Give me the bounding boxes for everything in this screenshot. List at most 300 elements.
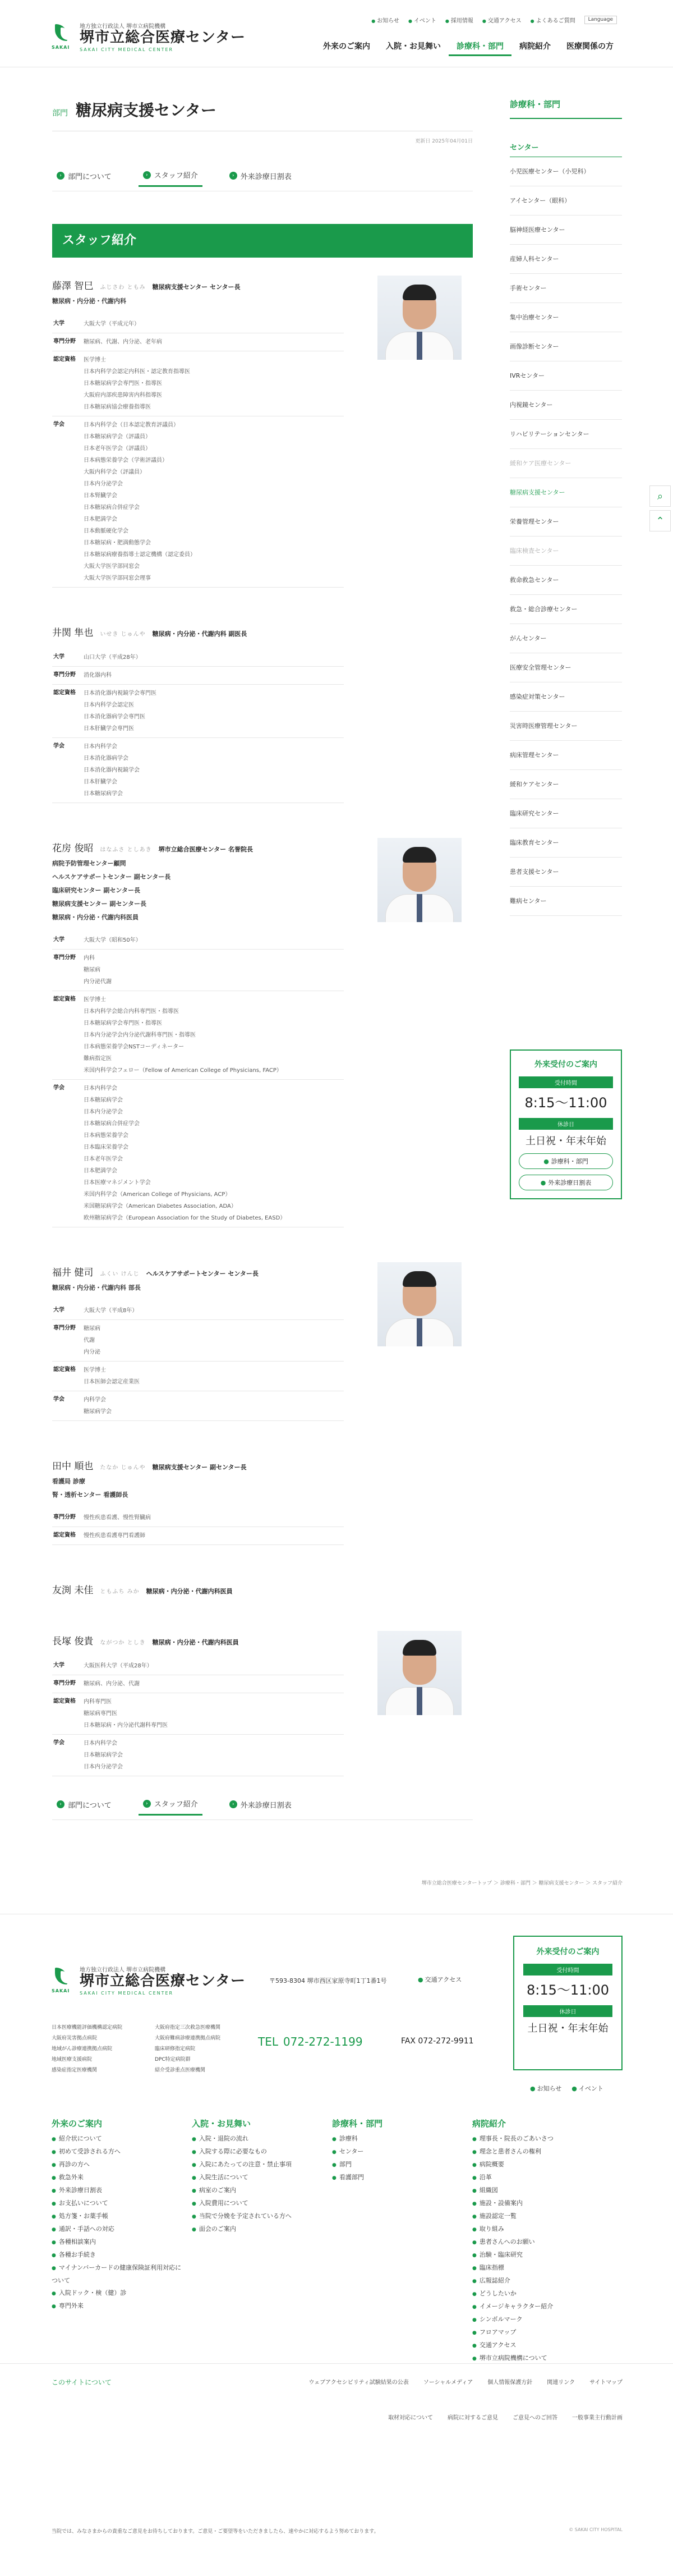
footer-cert: 地域がん診療連携拠点病院 bbox=[52, 2046, 113, 2052]
footer-link[interactable]: ● 当院で分娩を予定されている方へ bbox=[192, 2210, 326, 2223]
tab-label: 外来診療日割表 bbox=[240, 172, 292, 181]
sidebar-item[interactable]: 内視鏡センター bbox=[510, 391, 622, 420]
sidebar-item[interactable]: がんセンター bbox=[510, 624, 622, 653]
logo-name: 堺市立総合医療センター bbox=[80, 29, 246, 46]
info-value: 日本老年医学会 bbox=[84, 1156, 123, 1162]
info-value: 日本糖尿病学会 bbox=[84, 791, 123, 797]
staff-name: 田中 順也 bbox=[52, 1461, 94, 1472]
footer-link[interactable]: ● 各種相談案内 bbox=[52, 2236, 186, 2249]
footer-link[interactable]: ● 紹介状について bbox=[52, 2133, 186, 2146]
info-value: 日本老年医学会（評議員） bbox=[84, 446, 151, 452]
staff-position-sub: 腎・透析センター 看護師長 bbox=[52, 1491, 128, 1498]
info-row bbox=[52, 950, 344, 991]
arrow-right-icon: › bbox=[143, 1800, 151, 1808]
closed-badge: 休診日 bbox=[519, 1118, 613, 1130]
language-button[interactable]: Language bbox=[584, 16, 617, 24]
info-label: 認定資格 bbox=[53, 996, 76, 1002]
staff-info-table bbox=[52, 1509, 344, 1545]
sidebar-title[interactable]: 診療科・部門 bbox=[510, 98, 622, 119]
sidebar-item[interactable]: リハビリテーションセンター bbox=[510, 420, 622, 449]
staff-entry bbox=[52, 1458, 473, 1545]
nav-inpatient[interactable]: 入院・お見舞い bbox=[386, 42, 441, 51]
footer-link[interactable]: ● 診療科 bbox=[332, 2133, 467, 2146]
info-values bbox=[84, 1530, 344, 1542]
footer-link[interactable]: ● 沿革 bbox=[472, 2171, 607, 2184]
footer-logo-subtitle: 地方独立行政法人 堺市立病院機構 bbox=[80, 1967, 166, 1973]
site-logo[interactable] bbox=[52, 21, 246, 52]
footer-link[interactable]: ● フロアマップ bbox=[472, 2326, 607, 2339]
info-value: 大阪府内部疾患障害内科指導医 bbox=[84, 392, 162, 398]
staff-kana: ともふち みか bbox=[100, 1589, 140, 1595]
main-nav bbox=[315, 37, 621, 56]
info-value: 日本糖尿病学会専門医・指導医 bbox=[84, 1020, 162, 1026]
staff-position: 糖尿病・内分泌・代謝内科 副医長 bbox=[152, 630, 247, 638]
reception-time: 8:15〜11:00 bbox=[524, 1095, 607, 1111]
footer-link[interactable]: ● 組織図 bbox=[472, 2184, 607, 2197]
info-row bbox=[52, 315, 344, 333]
footer-site-about[interactable]: このサイトについて bbox=[52, 2378, 112, 2386]
info-row bbox=[52, 1362, 344, 1391]
info-value: 大阪大学医学部同窓会 bbox=[84, 563, 140, 570]
footer-bottom-link[interactable]: サイトマップ bbox=[589, 2380, 623, 2386]
tab-schedule[interactable] bbox=[225, 164, 296, 187]
sidebar-item[interactable]: 糖尿病支援センター bbox=[510, 478, 622, 507]
info-value: 大阪大学医学部同窓会理事 bbox=[84, 575, 151, 581]
util-link-access[interactable]: ● 交通アクセス bbox=[482, 16, 522, 24]
footer-bottom-link[interactable]: 病院に対するご意見 bbox=[448, 2415, 498, 2421]
sidebar-item[interactable]: 脳神経医療センター bbox=[510, 216, 622, 245]
sidebar-item[interactable]: 災害時医療管理センター bbox=[510, 712, 622, 741]
footer-link[interactable]: ● 施設・設備案内 bbox=[472, 2197, 607, 2210]
footer-column bbox=[192, 2117, 326, 2365]
tab-staff[interactable] bbox=[139, 164, 202, 187]
info-values bbox=[84, 952, 344, 988]
staff-info-table bbox=[52, 649, 344, 803]
sidebar-item[interactable]: 産婦人科センター bbox=[510, 245, 622, 274]
info-value: 糖尿病、内分泌、代謝 bbox=[84, 1681, 140, 1687]
logo-mark-icon bbox=[52, 23, 74, 50]
tab-label: 外来診療日割表 bbox=[240, 1801, 292, 1810]
footer-column bbox=[472, 2117, 607, 2365]
section-heading: スタッフ紹介 bbox=[52, 224, 473, 258]
util-link-recruit[interactable]: ● 採用情報 bbox=[445, 16, 473, 24]
info-value: 内分泌 bbox=[84, 1349, 100, 1355]
info-value: 糖尿病 bbox=[84, 967, 100, 973]
info-value: 日本内科学会認定医 bbox=[84, 702, 134, 708]
arrow-right-icon: › bbox=[229, 1800, 237, 1808]
footer-logo-name: 堺市立総合医療センター bbox=[80, 1973, 246, 1990]
info-value: 日本病態栄養学会 bbox=[84, 1133, 128, 1139]
staff-kana: ながつか としき bbox=[100, 1640, 146, 1646]
info-value: 消化器内科 bbox=[84, 672, 112, 679]
staff-photo bbox=[377, 1262, 462, 1346]
sidebar-item[interactable]: 医療安全管理センター bbox=[510, 653, 622, 682]
info-values bbox=[84, 994, 344, 1076]
info-row bbox=[52, 1675, 344, 1693]
tab-label: 部門について bbox=[68, 172, 112, 181]
info-value: 日本糖尿病合併症学会 bbox=[84, 505, 140, 511]
footer-link[interactable]: ● 初めて受診される方へ bbox=[52, 2146, 186, 2158]
logo-mark-text: SAKAI bbox=[52, 45, 70, 51]
arrow-right-icon: › bbox=[143, 171, 151, 179]
page-title bbox=[52, 98, 473, 121]
footer-link[interactable]: ● 病院概要 bbox=[472, 2158, 607, 2171]
footer-bar bbox=[0, 2363, 673, 2414]
info-value: 大阪大学（平成元年） bbox=[84, 321, 140, 327]
info-value: 内科学会 bbox=[84, 1397, 106, 1403]
footer-column-heading[interactable]: 外来のご案内 bbox=[52, 2119, 103, 2129]
footer-link[interactable]: ● マイナンバーカードの健康保険証利用対応について bbox=[52, 2262, 186, 2287]
footer-cert: 大阪府指定三次救急医療機関 bbox=[155, 2025, 221, 2030]
footer-bottom-link[interactable]: ウェブアクセシビリティ試験結果の公表 bbox=[308, 2380, 409, 2386]
info-value: 日本糖尿病学会 bbox=[84, 1752, 123, 1758]
tab-label: 部門について bbox=[68, 1801, 112, 1810]
footer-link[interactable]: ● 患者さんへのお願い bbox=[472, 2236, 607, 2249]
footer-reception-badge: 受付時間 bbox=[523, 1964, 612, 1975]
info-value: 日本糖尿病療養指導士認定機構（認定委員） bbox=[84, 552, 196, 558]
info-row bbox=[52, 1302, 344, 1320]
footer-note: 当院では、みなさまからの貴重なご意見をお待ちしております。ご意見・ご要望等をいただきましたら、速やかに対応するよう努めております。 bbox=[52, 2529, 379, 2534]
info-value: 大阪大学（昭和50年） bbox=[84, 937, 141, 943]
schedule-link[interactable]: ● 外来診療日割表 bbox=[519, 1175, 613, 1190]
util-link-news[interactable]: ● お知らせ bbox=[371, 16, 399, 24]
sidebar-item[interactable]: 患者支援センター bbox=[510, 858, 622, 887]
info-label: 大学 bbox=[53, 1307, 64, 1313]
info-value: 日本動脈硬化学会 bbox=[84, 528, 128, 534]
info-value: 日本糖尿病・肥満動態学会 bbox=[84, 540, 151, 546]
footer-link[interactable]: ● 救急外来 bbox=[52, 2171, 186, 2184]
footer-link[interactable]: ● 通訳・手話への対応 bbox=[52, 2223, 186, 2236]
sidebar-item[interactable]: 緩和ケアセンター bbox=[510, 770, 622, 799]
footer-bottom-link[interactable]: 一般事業主行動計画 bbox=[572, 2415, 623, 2421]
info-values bbox=[84, 318, 344, 330]
staff-entry bbox=[52, 625, 473, 803]
sidebar-items bbox=[510, 157, 622, 916]
info-row bbox=[52, 1320, 344, 1362]
info-value: 日本内科学会 bbox=[84, 744, 117, 750]
logo-subtitle: 地方独立行政法人 堺市立病院機構 bbox=[80, 24, 166, 30]
footer-link[interactable]: ● 処方箋・お薬手帳 bbox=[52, 2210, 186, 2223]
footer-cert: 地域医療支援病院 bbox=[52, 2057, 93, 2062]
footer-link[interactable]: ● 治験・臨床研究 bbox=[472, 2249, 607, 2262]
staff-name: 花房 俊昭 bbox=[52, 843, 94, 854]
info-values bbox=[84, 419, 344, 584]
info-label: 学会 bbox=[53, 743, 64, 749]
footer-column bbox=[332, 2117, 467, 2365]
footer-link[interactable]: ● 施設認定一覧 bbox=[472, 2210, 607, 2223]
footer-link[interactable]: ● 理念と患者さんの権利 bbox=[472, 2146, 607, 2158]
info-value: 代謝 bbox=[84, 1337, 95, 1344]
info-label: 専門分野 bbox=[53, 1514, 76, 1520]
staff-position-sub: 糖尿病・内分泌・代謝内科 部長 bbox=[52, 1284, 141, 1291]
footer-link[interactable]: ● 再診の方へ bbox=[52, 2158, 186, 2171]
logo-mark-text: SAKAI bbox=[52, 1988, 70, 1994]
info-value: 日本糖尿病・内分泌代謝科専門医 bbox=[84, 1722, 168, 1729]
footer-sitemap bbox=[52, 2117, 624, 2365]
info-label: 大学 bbox=[53, 320, 64, 327]
info-values bbox=[84, 1305, 344, 1317]
info-label: 専門分野 bbox=[53, 955, 76, 961]
footer-bottom-link[interactable]: 取材対応について bbox=[388, 2415, 433, 2421]
info-label: 学会 bbox=[53, 1396, 64, 1402]
info-value: 日本肝臓学会専門医 bbox=[84, 726, 134, 732]
footer-access-link[interactable]: ● 交通アクセス bbox=[418, 1975, 462, 1984]
nav-professionals[interactable]: 医療関係の方 bbox=[566, 42, 614, 51]
sidebar-item[interactable]: 臨床検査センター bbox=[510, 537, 622, 566]
info-value: 日本臨床栄養学会 bbox=[84, 1144, 128, 1151]
info-row bbox=[52, 932, 344, 950]
sidebar-item[interactable]: 画像診断センター bbox=[510, 332, 622, 361]
footer-news-link[interactable]: ● お知らせ bbox=[530, 2084, 561, 2093]
info-values bbox=[84, 1512, 344, 1524]
tel-label: TEL bbox=[258, 2035, 278, 2048]
footer-link[interactable]: ● 入院・退院の流れ bbox=[192, 2133, 326, 2146]
info-value: 米国糖尿病学会（American Diabetes Association, ADA） bbox=[84, 1203, 237, 1209]
footer-link[interactable]: ● 入院生活について bbox=[192, 2171, 326, 2184]
footer-link[interactable]: ● 広報誌紹介 bbox=[472, 2275, 607, 2288]
tab-label: スタッフ紹介 bbox=[154, 1800, 198, 1809]
footer-links-secondary bbox=[388, 2413, 623, 2421]
closed-days: 土日祝・年末年始 bbox=[526, 1135, 606, 1147]
footer-fax: FAX 072-272-9911 bbox=[401, 2037, 474, 2046]
site-header bbox=[0, 0, 673, 67]
footer-link[interactable]: ● 専門外来 bbox=[52, 2300, 186, 2313]
footer-link[interactable]: ● 入院ドック・検（健）診 bbox=[52, 2287, 186, 2300]
page-category: 部門 bbox=[52, 109, 68, 118]
info-value: 日本医師会認定産業医 bbox=[84, 1379, 140, 1385]
info-value: 日本肝臓学会 bbox=[84, 779, 117, 785]
footer-events-link[interactable]: ● イベント bbox=[571, 2084, 603, 2093]
info-value: 内分泌代謝 bbox=[84, 979, 112, 985]
info-label: 認定資格 bbox=[53, 1532, 76, 1538]
tab-label: スタッフ紹介 bbox=[154, 172, 198, 180]
staff-position: ヘルスケアサポートセンター センター長 bbox=[146, 1270, 259, 1277]
sidebar bbox=[510, 98, 622, 916]
info-value: 日本腎臓学会 bbox=[84, 493, 117, 499]
staff-position-sub: 糖尿病・内分泌・代謝内科医員 bbox=[52, 914, 139, 921]
footer-link[interactable]: ● センター bbox=[332, 2146, 467, 2158]
footer-cert: 日本医療機能評価機構認定病院 bbox=[52, 2025, 123, 2030]
footer-link[interactable]: ● シンボルマーク bbox=[472, 2313, 607, 2326]
staff-name: 福井 健司 bbox=[52, 1267, 94, 1278]
sidebar-item[interactable]: 手術センター bbox=[510, 274, 622, 303]
staff-entry bbox=[52, 278, 473, 588]
staff-entry bbox=[52, 840, 473, 1227]
sidebar-item[interactable]: 難病センター bbox=[510, 887, 622, 916]
staff-entry bbox=[52, 1264, 473, 1421]
footer-link[interactable]: ● 入院費用について bbox=[192, 2197, 326, 2210]
footer-link[interactable]: ● 看護部門 bbox=[332, 2171, 467, 2184]
info-value: 日本糖尿病学会専門医・指導医 bbox=[84, 381, 162, 387]
info-label: 学会 bbox=[53, 421, 64, 428]
sidebar-item[interactable]: 栄養管理センター bbox=[510, 507, 622, 537]
copyright: © SAKAI CITY HOSPITAL bbox=[569, 2527, 623, 2532]
info-values bbox=[84, 934, 344, 946]
floating-tools bbox=[649, 485, 671, 535]
section-tabs bbox=[52, 164, 473, 191]
logo-mark-icon bbox=[52, 1967, 74, 1993]
info-value: 医学博士 bbox=[84, 1367, 106, 1373]
util-link-faq[interactable]: ● よくあるご質問 bbox=[531, 16, 575, 24]
footer-link[interactable]: ● 臨床指標 bbox=[472, 2262, 607, 2275]
info-row bbox=[52, 333, 344, 351]
footer-link[interactable]: ● お支払いについて bbox=[52, 2197, 186, 2210]
sidebar-item[interactable]: 救命救急センター bbox=[510, 566, 622, 595]
info-values bbox=[84, 670, 344, 681]
footer-bottom-link[interactable]: 個人情報保護方針 bbox=[487, 2380, 533, 2386]
breadcrumb[interactable]: 堺市立総合医療センタートップ ＞ 診療科・部門 ＞ 糖尿病支援センター ＞ スタッフ紹介 bbox=[421, 1881, 623, 1886]
staff-name-row bbox=[52, 1582, 473, 1596]
info-value: 医学博士 bbox=[84, 997, 106, 1003]
info-label: 認定資格 bbox=[53, 690, 76, 696]
info-value: 日本糖尿病学会 bbox=[84, 1097, 123, 1103]
nav-about[interactable]: 病院紹介 bbox=[519, 42, 551, 51]
staff-photo bbox=[377, 1631, 462, 1715]
footer-column-heading[interactable]: 病院紹介 bbox=[472, 2119, 506, 2129]
footer-certifications bbox=[52, 2023, 253, 2075]
info-value: 医学博士 bbox=[84, 357, 106, 363]
info-values bbox=[84, 1364, 344, 1388]
info-values bbox=[84, 336, 344, 348]
footer-link[interactable]: ● 入院する際に必要なもの bbox=[192, 2146, 326, 2158]
info-values bbox=[84, 687, 344, 735]
info-value: 糖尿病学会 bbox=[84, 1409, 112, 1415]
footer-bottom-link[interactable]: ソーシャルメディア bbox=[423, 2380, 473, 2386]
nav-departments[interactable]: 診療科・部門 bbox=[449, 37, 511, 56]
sidebar-item[interactable]: 集中治療センター bbox=[510, 303, 622, 332]
nav-outpatient[interactable]: 外来のご案内 bbox=[323, 42, 370, 51]
bottom-section-tabs bbox=[52, 1793, 473, 1820]
tab-about[interactable] bbox=[52, 164, 116, 187]
info-value: 米国内科学会（American College of Physicians, ACP） bbox=[84, 1191, 231, 1198]
departments-link[interactable]: ● 診療科・部門 bbox=[519, 1153, 613, 1169]
page-top-icon[interactable]: ⌃ bbox=[649, 510, 671, 531]
footer-outpatient-box bbox=[513, 1936, 623, 2070]
info-value: 日本病態栄養学会NSTコーディネーター bbox=[84, 1044, 185, 1050]
staff-info-table bbox=[52, 1657, 344, 1776]
staff-position: 糖尿病支援センター 副センター長 bbox=[152, 1464, 247, 1471]
util-link-events[interactable]: ● イベント bbox=[408, 16, 436, 24]
footer-link[interactable]: ● どうしたいか bbox=[472, 2288, 607, 2300]
footer-column-heading[interactable]: 入院・お見舞い bbox=[192, 2119, 251, 2129]
info-value: 内科専門医 bbox=[84, 1699, 112, 1705]
footer-link[interactable]: ● 部門 bbox=[332, 2158, 467, 2171]
footer-link[interactable]: ● 各種お手続き bbox=[52, 2249, 186, 2262]
info-label: 専門分野 bbox=[53, 1325, 76, 1331]
sidebar-item[interactable]: 緩和ケア医療センター bbox=[510, 449, 622, 478]
info-value: 日本内科学会認定内科医・認定教育指導医 bbox=[84, 369, 190, 375]
staff-position: 糖尿病・内分泌・代謝内科医員 bbox=[152, 1639, 239, 1646]
info-value: 日本病態栄養学会（学術評議員） bbox=[84, 457, 168, 464]
footer-link[interactable]: ● 堺市立病院機構について bbox=[472, 2352, 607, 2365]
bottom-tab-schedule[interactable] bbox=[225, 1793, 296, 1816]
info-values bbox=[84, 1660, 344, 1672]
footer-reception-time: 8:15〜11:00 bbox=[526, 1982, 610, 1998]
footer-link[interactable]: ● 交通アクセス bbox=[472, 2339, 607, 2352]
footer-cert: 臨床研修指定病院 bbox=[155, 2046, 196, 2052]
info-value: 日本肥満学会 bbox=[84, 1168, 117, 1174]
footer-link[interactable]: ● 病室のご案内 bbox=[192, 2184, 326, 2197]
footer-bottom-link[interactable]: ご意見へのご回答 bbox=[513, 2415, 557, 2421]
bottom-tab-about[interactable] bbox=[52, 1793, 116, 1816]
sidebar-item[interactable]: アイセンター（眼科） bbox=[510, 186, 622, 216]
info-value: 日本糖尿病合併症学会 bbox=[84, 1121, 140, 1127]
footer-cert: 大阪府難病診療連携拠点病院 bbox=[155, 2036, 221, 2041]
staff-position-sub: 病院予防管理センター顧問 bbox=[52, 860, 126, 867]
staff-name-row bbox=[52, 1458, 473, 1472]
footer-logo[interactable] bbox=[52, 1965, 246, 1996]
footer-cert: 感染症指定医療機関 bbox=[52, 2068, 98, 2073]
footer-link[interactable]: ● 入院にあたっての注意・禁止事項 bbox=[192, 2158, 326, 2171]
footer-tel[interactable] bbox=[258, 2031, 363, 2050]
info-label: 大学 bbox=[53, 1662, 64, 1669]
info-value: 大阪医科大学（平成28年） bbox=[84, 1663, 153, 1669]
info-values bbox=[84, 1678, 344, 1690]
page-heading: 糖尿病支援センター bbox=[76, 101, 216, 120]
sidebar-item[interactable]: 臨床教育センター bbox=[510, 828, 622, 858]
footer-link[interactable]: ● 外来診療日割表 bbox=[52, 2184, 186, 2197]
info-value: 日本内科学会 bbox=[84, 1085, 117, 1092]
info-row bbox=[52, 1693, 344, 1735]
sidebar-item[interactable]: 病床管理センター bbox=[510, 741, 622, 770]
info-values bbox=[84, 1323, 344, 1358]
sidebar-item[interactable]: 感染症対策センター bbox=[510, 682, 622, 712]
info-value: 日本内分泌学会内分泌代謝科専門医・指導医 bbox=[84, 1032, 196, 1038]
sidebar-item[interactable]: IVRセンター bbox=[510, 361, 622, 391]
info-row bbox=[52, 685, 344, 738]
info-values bbox=[84, 1738, 344, 1773]
info-label: 認定資格 bbox=[53, 1367, 76, 1373]
staff-position: 糖尿病支援センター センター長 bbox=[152, 283, 241, 291]
footer-column-heading[interactable]: 診療科・部門 bbox=[332, 2119, 383, 2129]
info-value: 内科 bbox=[84, 955, 95, 961]
reception-badge: 受付時間 bbox=[519, 1076, 613, 1088]
arrow-right-icon: › bbox=[229, 172, 237, 180]
staff-info-table bbox=[52, 932, 344, 1227]
info-label: 専門分野 bbox=[53, 338, 76, 345]
footer-link[interactable]: ● 面会のご案内 bbox=[192, 2223, 326, 2236]
staff-info-table bbox=[52, 1302, 344, 1421]
info-row bbox=[52, 1391, 344, 1421]
footer-link[interactable]: ● 理事長・院長のごあいさつ bbox=[472, 2133, 607, 2146]
info-value: 日本消化器内視鏡学会 bbox=[84, 767, 140, 773]
staff-position-sub: 糖尿病支援センター 副センター長 bbox=[52, 900, 146, 907]
footer-bottom-link[interactable]: 関連リンク bbox=[547, 2380, 575, 2386]
footer-links-primary bbox=[308, 2377, 623, 2386]
info-value: 日本内科学会 bbox=[84, 1740, 117, 1747]
footer-outpatient-title: 外来受付のご案内 bbox=[536, 1947, 600, 1956]
sidebar-item[interactable]: 臨床研究センター bbox=[510, 799, 622, 828]
footer-address: 〒593-8304 堺市西区家原寺町1丁1番1号 bbox=[269, 1977, 387, 1984]
staff-kana: たなか じゅんや bbox=[100, 1465, 146, 1471]
info-value: 日本糖尿病学会（評議員） bbox=[84, 434, 151, 440]
logo-english: SAKAI CITY MEDICAL CENTER bbox=[80, 47, 174, 52]
sidebar-heading[interactable]: センター bbox=[510, 119, 622, 157]
info-label: 大学 bbox=[53, 937, 64, 943]
info-values bbox=[84, 1696, 344, 1731]
footer-link[interactable]: ● イメージキャラクター紹介 bbox=[472, 2300, 607, 2313]
info-value: 大阪内科学会（評議員） bbox=[84, 469, 145, 475]
info-value: 日本内科学会（日本認定教育評議員） bbox=[84, 422, 179, 428]
sidebar-item[interactable]: 小児医療センター（小児科） bbox=[510, 157, 622, 186]
info-row bbox=[52, 738, 344, 803]
staff-position-sub: 看護局 診療 bbox=[52, 1478, 85, 1485]
bottom-tab-staff[interactable] bbox=[139, 1793, 202, 1816]
search-icon[interactable]: ⌕ bbox=[649, 485, 671, 507]
sidebar-item[interactable]: 救急・総合診療センター bbox=[510, 595, 622, 624]
footer-link[interactable]: ● 取り組み bbox=[472, 2223, 607, 2236]
footer-logo-english: SAKAI CITY MEDICAL CENTER bbox=[80, 1990, 174, 1996]
